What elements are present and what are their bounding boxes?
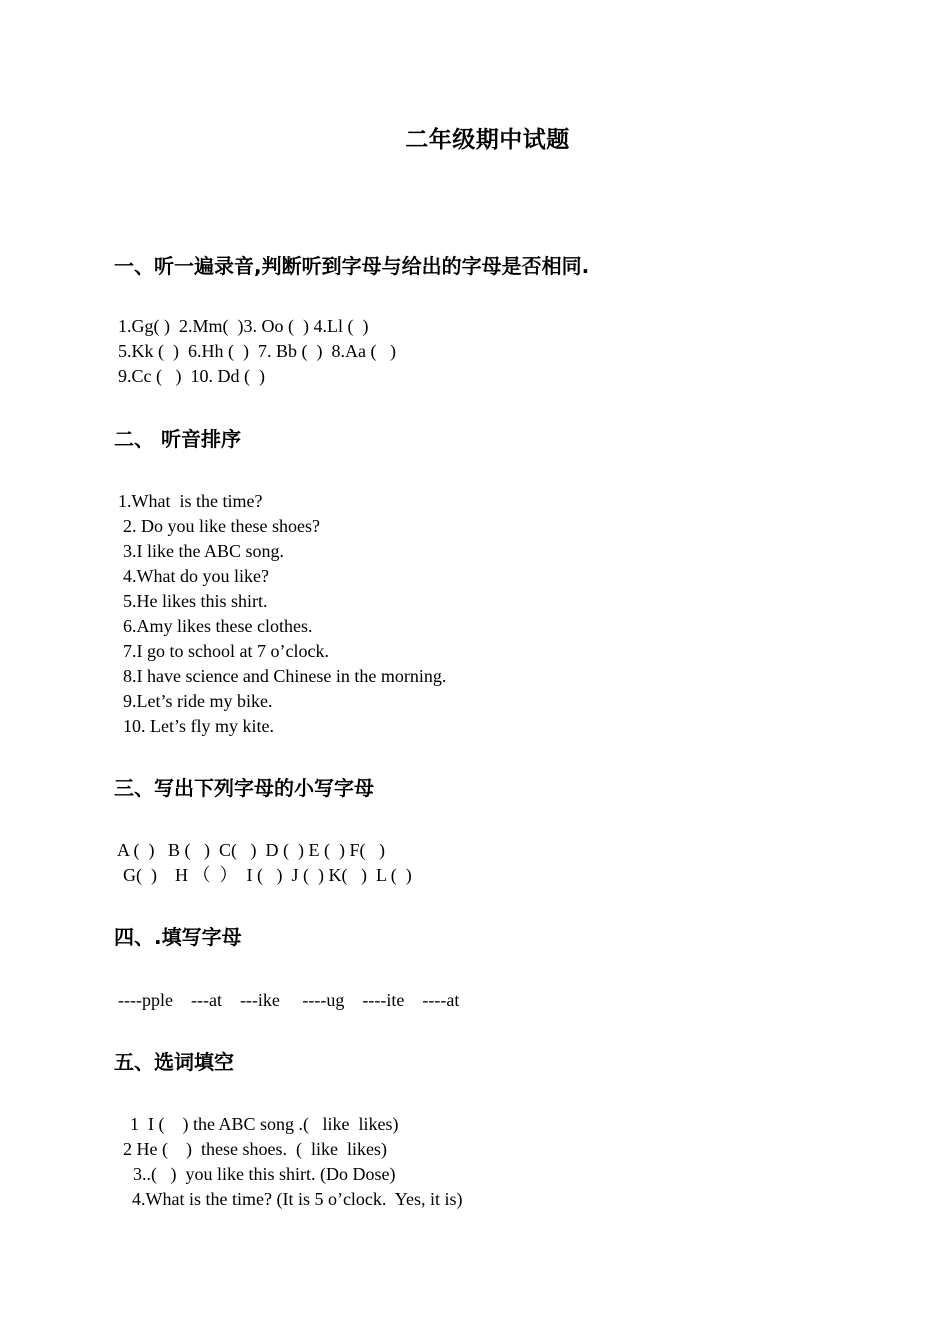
section-2-line-3: 3.I like the ABC song. [123, 541, 284, 561]
page-title: 二年级期中试题 [405, 127, 570, 153]
section-2-line-10: 10. Let’s fly my kite. [123, 716, 274, 736]
section-3-line-1: A ( ) B ( ) C( ) D ( ) E ( ) F( ) [117, 840, 385, 860]
section-2-line-9: 9.Let’s ride my bike. [123, 691, 273, 711]
section-1-line-3: 9.Cc ( ) 10. Dd ( ) [118, 366, 265, 386]
section-5-line-3: 3..( ) you like this shirt. (Do Dose) [133, 1164, 396, 1184]
section-2-line-2: 2. Do you like these shoes? [123, 516, 320, 536]
section-1-heading: 一、听一遍录音,判断听到字母与给出的字母是否相同. [114, 254, 590, 278]
section-1-line-1: 1.Gg( ) 2.Mm( )3. Oo ( ) 4.Ll ( ) [118, 316, 369, 336]
section-2-line-4: 4.What do you like? [123, 566, 269, 586]
section-1-line-2: 5.Kk ( ) 6.Hh ( ) 7. Bb ( ) 8.Aa ( ) [118, 341, 396, 361]
section-2-line-6: 6.Amy likes these clothes. [123, 616, 313, 636]
section-2-line-7: 7.I go to school at 7 o’clock. [123, 641, 329, 661]
section-5-line-4: 4.What is the time? (It is 5 o’clock. Yes, it is) [132, 1189, 463, 1209]
section-4-line-1: ----pple ---at ---ike ----ug ----ite ----at [118, 990, 460, 1010]
section-2-line-5: 5.He likes this shirt. [123, 591, 268, 611]
section-3-line-2: G( ) H （ ） I ( ) J ( ) K( ) L ( ) [123, 865, 412, 885]
section-4-heading: 四、.填写字母 [114, 925, 242, 949]
section-2-line-1: 1.What is the time? [118, 491, 263, 511]
section-3-heading: 三、写出下列字母的小写字母 [114, 776, 374, 800]
section-2-heading: 二、 听音排序 [114, 427, 241, 451]
section-5-line-1: 1 I ( ) the ABC song .( like likes) [130, 1114, 399, 1134]
section-2-line-8: 8.I have science and Chinese in the morning. [123, 666, 447, 686]
section-5-line-2: 2 He ( ) these shoes. ( like likes) [123, 1139, 387, 1159]
section-5-heading: 五、选词填空 [114, 1050, 234, 1074]
